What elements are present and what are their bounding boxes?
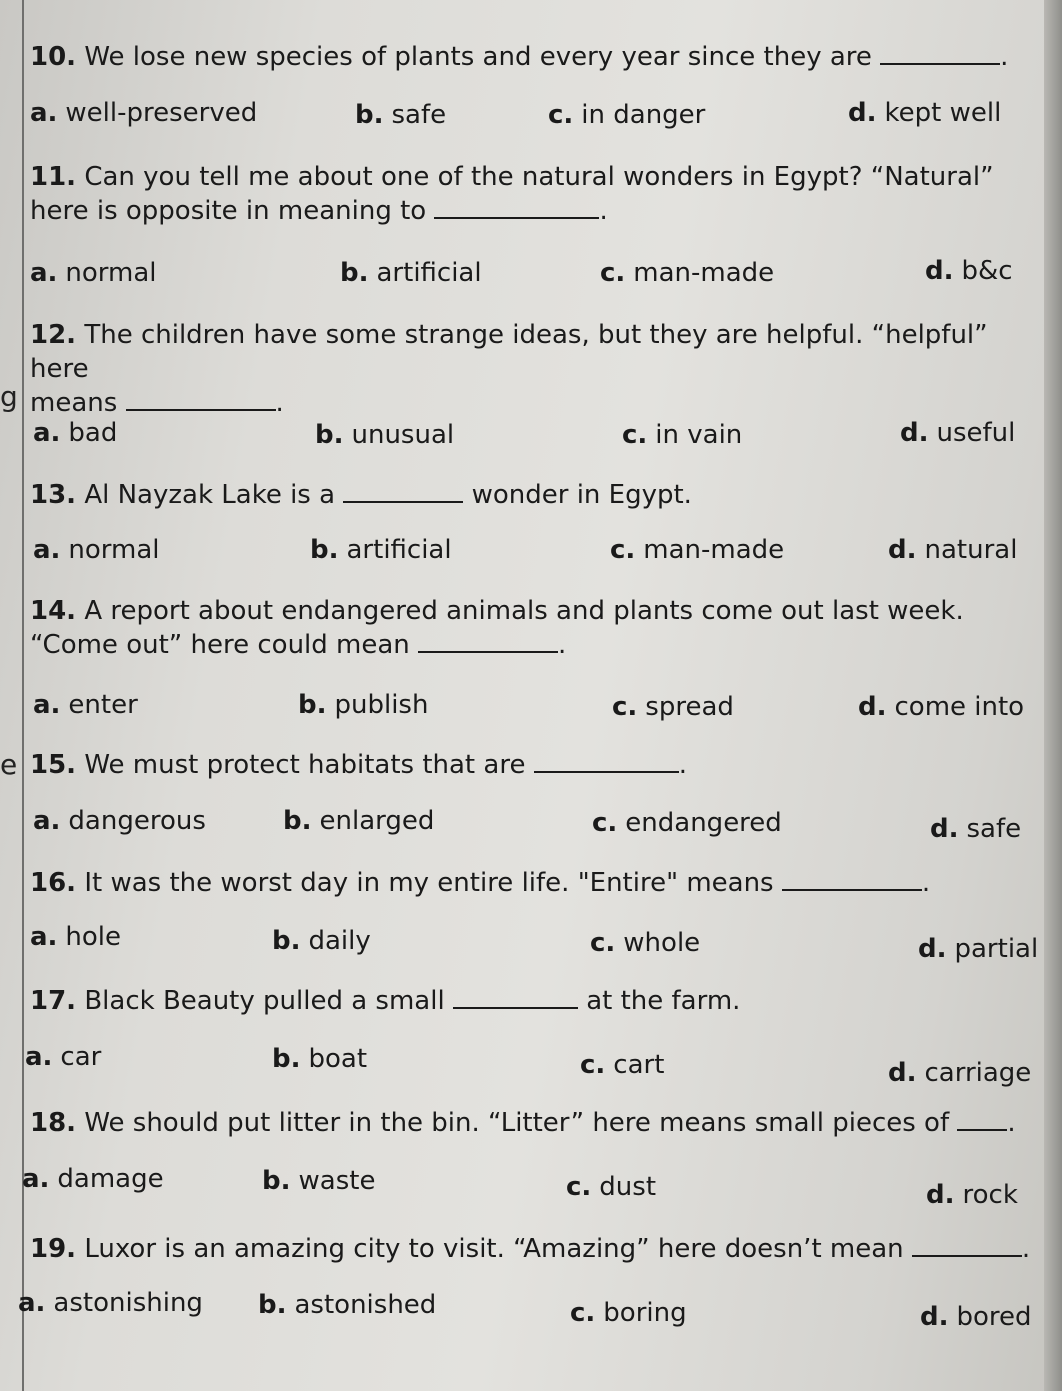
option-d[interactable]: d. carriage bbox=[888, 1058, 1032, 1088]
option-c[interactable]: c. in danger bbox=[548, 100, 706, 130]
question-15: 15. We must protect habitats that are . bbox=[30, 750, 687, 780]
option-a[interactable]: a. normal bbox=[30, 258, 157, 288]
page-edge-shadow bbox=[1044, 0, 1062, 1391]
option-c[interactable]: c. boring bbox=[570, 1298, 687, 1328]
option-d[interactable]: d. rock bbox=[926, 1180, 1018, 1210]
question-14: 14. A report about endangered animals and plants come out last week. “Come out” here could mean . bbox=[30, 596, 964, 660]
option-d[interactable]: d. natural bbox=[888, 535, 1018, 565]
question-number: 10. bbox=[30, 42, 77, 72]
option-a[interactable]: a. dangerous bbox=[33, 806, 206, 836]
question-19: 19. Luxor is an amazing city to visit. “Amazing” here doesn’t mean . bbox=[30, 1234, 1031, 1264]
option-b[interactable]: b. daily bbox=[272, 926, 371, 956]
option-b[interactable]: b. astonished bbox=[258, 1290, 437, 1320]
option-c[interactable]: c. man-made bbox=[610, 535, 785, 565]
question-text: We lose new species of plants and every year since they are bbox=[84, 42, 872, 72]
question-18: 18. We should put litter in the bin. “Litter” here means small pieces of . bbox=[30, 1108, 1016, 1138]
option-a[interactable]: a. enter bbox=[33, 690, 138, 720]
answer-blank bbox=[957, 1107, 1007, 1131]
option-a[interactable]: a. damage bbox=[22, 1164, 164, 1194]
answer-blank bbox=[453, 985, 578, 1009]
option-a[interactable]: a. hole bbox=[30, 922, 122, 952]
option-c[interactable]: c. dust bbox=[566, 1172, 657, 1202]
option-c[interactable]: c. in vain bbox=[622, 420, 743, 450]
option-d[interactable]: d. safe bbox=[930, 814, 1022, 844]
option-d[interactable]: d. partial bbox=[918, 934, 1039, 964]
option-b[interactable]: b. publish bbox=[298, 690, 429, 720]
option-d[interactable]: d. kept well bbox=[848, 98, 1002, 128]
question-11: 11. Can you tell me about one of the natural wonders in Egypt? “Natural” here is opposite in meaning to . bbox=[30, 162, 994, 226]
option-b[interactable]: b. boat bbox=[272, 1044, 368, 1074]
question-16: 16. It was the worst day in my entire life. "Entire" means . bbox=[30, 868, 931, 898]
answer-blank bbox=[434, 195, 599, 219]
option-d[interactable]: d. come into bbox=[858, 692, 1025, 722]
answer-blank bbox=[418, 629, 558, 653]
option-b[interactable]: b. safe bbox=[355, 100, 447, 130]
option-b[interactable]: b. artificial bbox=[340, 258, 482, 288]
option-d[interactable]: d. b&c bbox=[925, 256, 1013, 286]
option-a[interactable]: a. normal bbox=[33, 535, 160, 565]
option-a[interactable]: a. astonishing bbox=[18, 1288, 203, 1318]
option-a[interactable]: a. well-preserved bbox=[30, 98, 258, 128]
margin-letter-e: e bbox=[0, 748, 18, 781]
option-c[interactable]: c. spread bbox=[612, 692, 734, 722]
question-17: 17. Black Beauty pulled a small at the farm. bbox=[30, 986, 741, 1016]
option-b[interactable]: b. enlarged bbox=[283, 806, 435, 836]
answer-blank bbox=[126, 387, 276, 411]
answer-blank bbox=[880, 41, 1000, 65]
answer-blank bbox=[782, 867, 922, 891]
option-a[interactable]: a. bad bbox=[33, 418, 118, 448]
option-b[interactable]: b. waste bbox=[262, 1166, 376, 1196]
option-d[interactable]: d. bored bbox=[920, 1302, 1032, 1332]
option-c[interactable]: c. cart bbox=[580, 1050, 665, 1080]
option-c[interactable]: c. endangered bbox=[592, 808, 782, 838]
option-d[interactable]: d. useful bbox=[900, 418, 1016, 448]
answer-blank bbox=[912, 1233, 1022, 1257]
option-b[interactable]: b. artificial bbox=[310, 535, 452, 565]
answer-blank bbox=[343, 479, 463, 503]
question-12: 12. The children have some strange ideas, but they are helpful. “helpful” here means . bbox=[30, 320, 988, 418]
margin-letter-g: g bbox=[0, 380, 18, 413]
question-13: 13. Al Nayzak Lake is a wonder in Egypt. bbox=[30, 480, 692, 510]
question-10: 10. We lose new species of plants and every year since they are . bbox=[30, 42, 1009, 72]
option-a[interactable]: a. car bbox=[25, 1042, 102, 1072]
option-b[interactable]: b. unusual bbox=[315, 420, 455, 450]
option-c[interactable]: c. whole bbox=[590, 928, 701, 958]
answer-blank bbox=[534, 749, 679, 773]
option-c[interactable]: c. man-made bbox=[600, 258, 775, 288]
